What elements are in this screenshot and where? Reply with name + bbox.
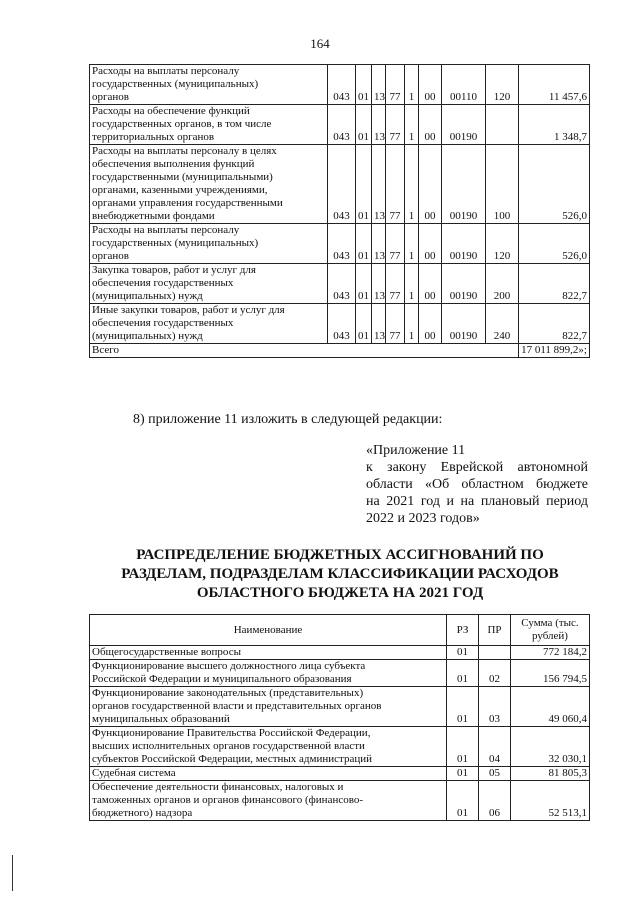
- code-cell: 77: [386, 224, 405, 264]
- title-line: РАЗДЕЛАМ, ПОДРАЗДЕЛАМ КЛАССИФИКАЦИИ РАСХОДОВ: [121, 566, 559, 582]
- table-row: [90, 781, 590, 821]
- code-cell: 00: [419, 304, 442, 344]
- code-cell: 77: [386, 264, 405, 304]
- table-row: [90, 687, 590, 727]
- appendix-heading: [366, 442, 588, 527]
- cell-line: государственных органов, в том числе: [92, 118, 272, 130]
- code-cell: 00190: [442, 224, 486, 264]
- code-cell: 00: [419, 105, 442, 145]
- table-row: [90, 264, 590, 304]
- cell-line: Функционирование Правительства Российской Федерации,: [92, 727, 371, 739]
- code-cell: 77: [386, 304, 405, 344]
- table-row: [90, 145, 590, 224]
- row-name: [90, 304, 328, 344]
- rz-cell: 01: [447, 687, 479, 727]
- code-cell: 043: [328, 105, 356, 145]
- appendix-line: «Приложение 11: [366, 443, 466, 458]
- code-cell: 13: [372, 65, 386, 105]
- code-cell: 00190: [442, 105, 486, 145]
- code-cell: 100: [486, 145, 519, 224]
- title-line: РАСПРЕДЕЛЕНИЕ БЮДЖЕТНЫХ АССИГНОВАНИЙ ПО: [136, 547, 544, 563]
- sum-cell: 526,0: [519, 224, 590, 264]
- row-name: [90, 224, 328, 264]
- cell-line: обеспечения государственных: [92, 317, 234, 329]
- cell-line: государственных (муниципальных): [92, 237, 259, 249]
- section-name: [90, 727, 447, 767]
- code-cell: 043: [328, 224, 356, 264]
- cell-line: высших исполнительных органов государственной власти: [92, 740, 365, 752]
- code-cell: 77: [386, 65, 405, 105]
- code-cell: 01: [356, 65, 372, 105]
- cell-line: Расходы на обеспечение функций: [92, 105, 250, 117]
- cell-line: Общегосударственные вопросы: [92, 646, 241, 658]
- rz-cell: 01: [447, 781, 479, 821]
- table-header-row: [90, 615, 590, 646]
- cell-line: органами управления государственными: [92, 197, 283, 209]
- code-cell: 043: [328, 65, 356, 105]
- code-cell: 1: [405, 304, 419, 344]
- document-title: [60, 546, 620, 603]
- code-cell: 00110: [442, 65, 486, 105]
- amendment-paragraph: 8) приложение 11 изложить в следующей редакции:: [133, 412, 443, 427]
- cell-line: внебюджетными фондами: [92, 210, 215, 222]
- code-cell: 1: [405, 65, 419, 105]
- cell-line: территориальных органов: [92, 131, 215, 143]
- appendix-line: к закону Еврейской автономной: [366, 460, 588, 475]
- margin-line: [12, 855, 13, 891]
- code-cell: 00: [419, 264, 442, 304]
- cell-line: субъектов Российской Федерации, местных администраций: [92, 753, 373, 765]
- cell-line: обеспечения выполнения функций: [92, 158, 255, 170]
- sum-cell: 81 805,3: [511, 767, 590, 781]
- cell-line: Судебная система: [92, 767, 176, 779]
- code-cell: 01: [356, 105, 372, 145]
- page-number: 164: [310, 36, 330, 51]
- code-cell: 01: [356, 145, 372, 224]
- cell-line: (муниципальных) нужд: [92, 330, 203, 342]
- row-name: [90, 65, 328, 105]
- code-cell: 120: [486, 224, 519, 264]
- code-cell: 1: [405, 224, 419, 264]
- header-sum-line: Сумма (тыс.: [521, 617, 579, 629]
- expenditure-table: [89, 64, 590, 358]
- code-cell: 13: [372, 224, 386, 264]
- section-name: [90, 767, 447, 781]
- sum-cell: 49 060,4: [511, 687, 590, 727]
- code-cell: 13: [372, 145, 386, 224]
- sum-cell: 11 457,6: [519, 65, 590, 105]
- table-row: [90, 224, 590, 264]
- cell-line: Функционирование высшего должностного лица субъекта: [92, 660, 366, 672]
- cell-line: обеспечения государственных: [92, 277, 234, 289]
- cell-line: государственными (муниципальными): [92, 171, 273, 183]
- sum-cell: 822,7: [519, 264, 590, 304]
- code-cell: 01: [356, 304, 372, 344]
- cell-line: Иные закупки товаров, работ и услуг для: [92, 304, 285, 316]
- row-name: [90, 105, 328, 145]
- code-cell: 1: [405, 105, 419, 145]
- cell-line: органов: [92, 250, 129, 262]
- code-cell: 120: [486, 65, 519, 105]
- table-row: [90, 65, 590, 105]
- section-name: [90, 687, 447, 727]
- row-name: [90, 145, 328, 224]
- rz-cell: 01: [447, 727, 479, 767]
- code-cell: 043: [328, 264, 356, 304]
- header-name: Наименование: [90, 615, 447, 646]
- rz-cell: 01: [447, 660, 479, 687]
- code-cell: [486, 105, 519, 145]
- cell-line: органов: [92, 91, 129, 103]
- pr-cell: 06: [479, 781, 511, 821]
- total-label: Всего: [90, 344, 519, 358]
- cell-line: муниципальных образований: [92, 713, 230, 725]
- pr-cell: 02: [479, 660, 511, 687]
- row-name: [90, 264, 328, 304]
- code-cell: 00: [419, 224, 442, 264]
- rz-cell: 01: [447, 767, 479, 781]
- total-row: [90, 344, 590, 358]
- title-line: ОБЛАСТНОГО БЮДЖЕТА НА 2021 ГОД: [196, 585, 484, 601]
- cell-line: (муниципальных) нужд: [92, 290, 203, 302]
- code-cell: 00190: [442, 264, 486, 304]
- sum-cell: 526,0: [519, 145, 590, 224]
- total-value: 17 011 899,2»;: [519, 344, 590, 358]
- header-sum: [511, 615, 590, 646]
- header-sum-line: рублей): [532, 630, 568, 642]
- table-row: [90, 660, 590, 687]
- sum-cell: 32 030,1: [511, 727, 590, 767]
- cell-line: Функционирование законодательных (представительных): [92, 687, 364, 699]
- table-row: [90, 646, 590, 660]
- sum-cell: 1 348,7: [519, 105, 590, 145]
- section-name: [90, 660, 447, 687]
- code-cell: 01: [356, 264, 372, 304]
- pr-cell: 04: [479, 727, 511, 767]
- table-row: [90, 105, 590, 145]
- cell-line: Российской Федерации и муниципального образования: [92, 673, 352, 685]
- sum-cell: 772 184,2: [511, 646, 590, 660]
- header-pr: ПР: [479, 615, 511, 646]
- cell-line: Расходы на выплаты персоналу: [92, 65, 240, 77]
- pr-cell: 03: [479, 687, 511, 727]
- sum-cell: 822,7: [519, 304, 590, 344]
- sum-cell: 156 794,5: [511, 660, 590, 687]
- cell-line: Расходы на выплаты персоналу в целях: [92, 145, 277, 157]
- table-row: [90, 767, 590, 781]
- code-cell: 13: [372, 264, 386, 304]
- appendix-line: области «Об областном бюджете: [366, 477, 588, 492]
- code-cell: 01: [356, 224, 372, 264]
- code-cell: 13: [372, 105, 386, 145]
- code-cell: 13: [372, 304, 386, 344]
- cell-line: государственных (муниципальных): [92, 78, 259, 90]
- table-row: [90, 304, 590, 344]
- cell-line: органов государственной власти и представительных органов: [92, 700, 382, 712]
- code-cell: 043: [328, 304, 356, 344]
- pr-cell: 05: [479, 767, 511, 781]
- appendix-line: на 2021 год и на плановый период: [366, 494, 588, 509]
- cell-line: таможенных органов и органов финансового (финансово-: [92, 794, 364, 806]
- code-cell: 00: [419, 65, 442, 105]
- code-cell: 043: [328, 145, 356, 224]
- appendix-line: 2022 и 2023 годов»: [366, 511, 480, 526]
- rz-cell: 01: [447, 646, 479, 660]
- section-name: [90, 781, 447, 821]
- table-row: [90, 727, 590, 767]
- header-rz: РЗ: [447, 615, 479, 646]
- sum-cell: 52 513,1: [511, 781, 590, 821]
- allocation-table: [89, 614, 590, 821]
- code-cell: 77: [386, 145, 405, 224]
- code-cell: 00190: [442, 304, 486, 344]
- cell-line: Закупка товаров, работ и услуг для: [92, 264, 256, 276]
- cell-line: органами, казенными учреждениями,: [92, 184, 268, 196]
- code-cell: 240: [486, 304, 519, 344]
- cell-line: бюджетного) надзора: [92, 807, 193, 819]
- code-cell: 200: [486, 264, 519, 304]
- cell-line: Расходы на выплаты персоналу: [92, 224, 240, 236]
- code-cell: 1: [405, 264, 419, 304]
- code-cell: 00190: [442, 145, 486, 224]
- pr-cell: [479, 646, 511, 660]
- code-cell: 00: [419, 145, 442, 224]
- cell-line: Обеспечение деятельности финансовых, налоговых и: [92, 781, 344, 793]
- code-cell: 77: [386, 105, 405, 145]
- code-cell: 1: [405, 145, 419, 224]
- section-name: [90, 646, 447, 660]
